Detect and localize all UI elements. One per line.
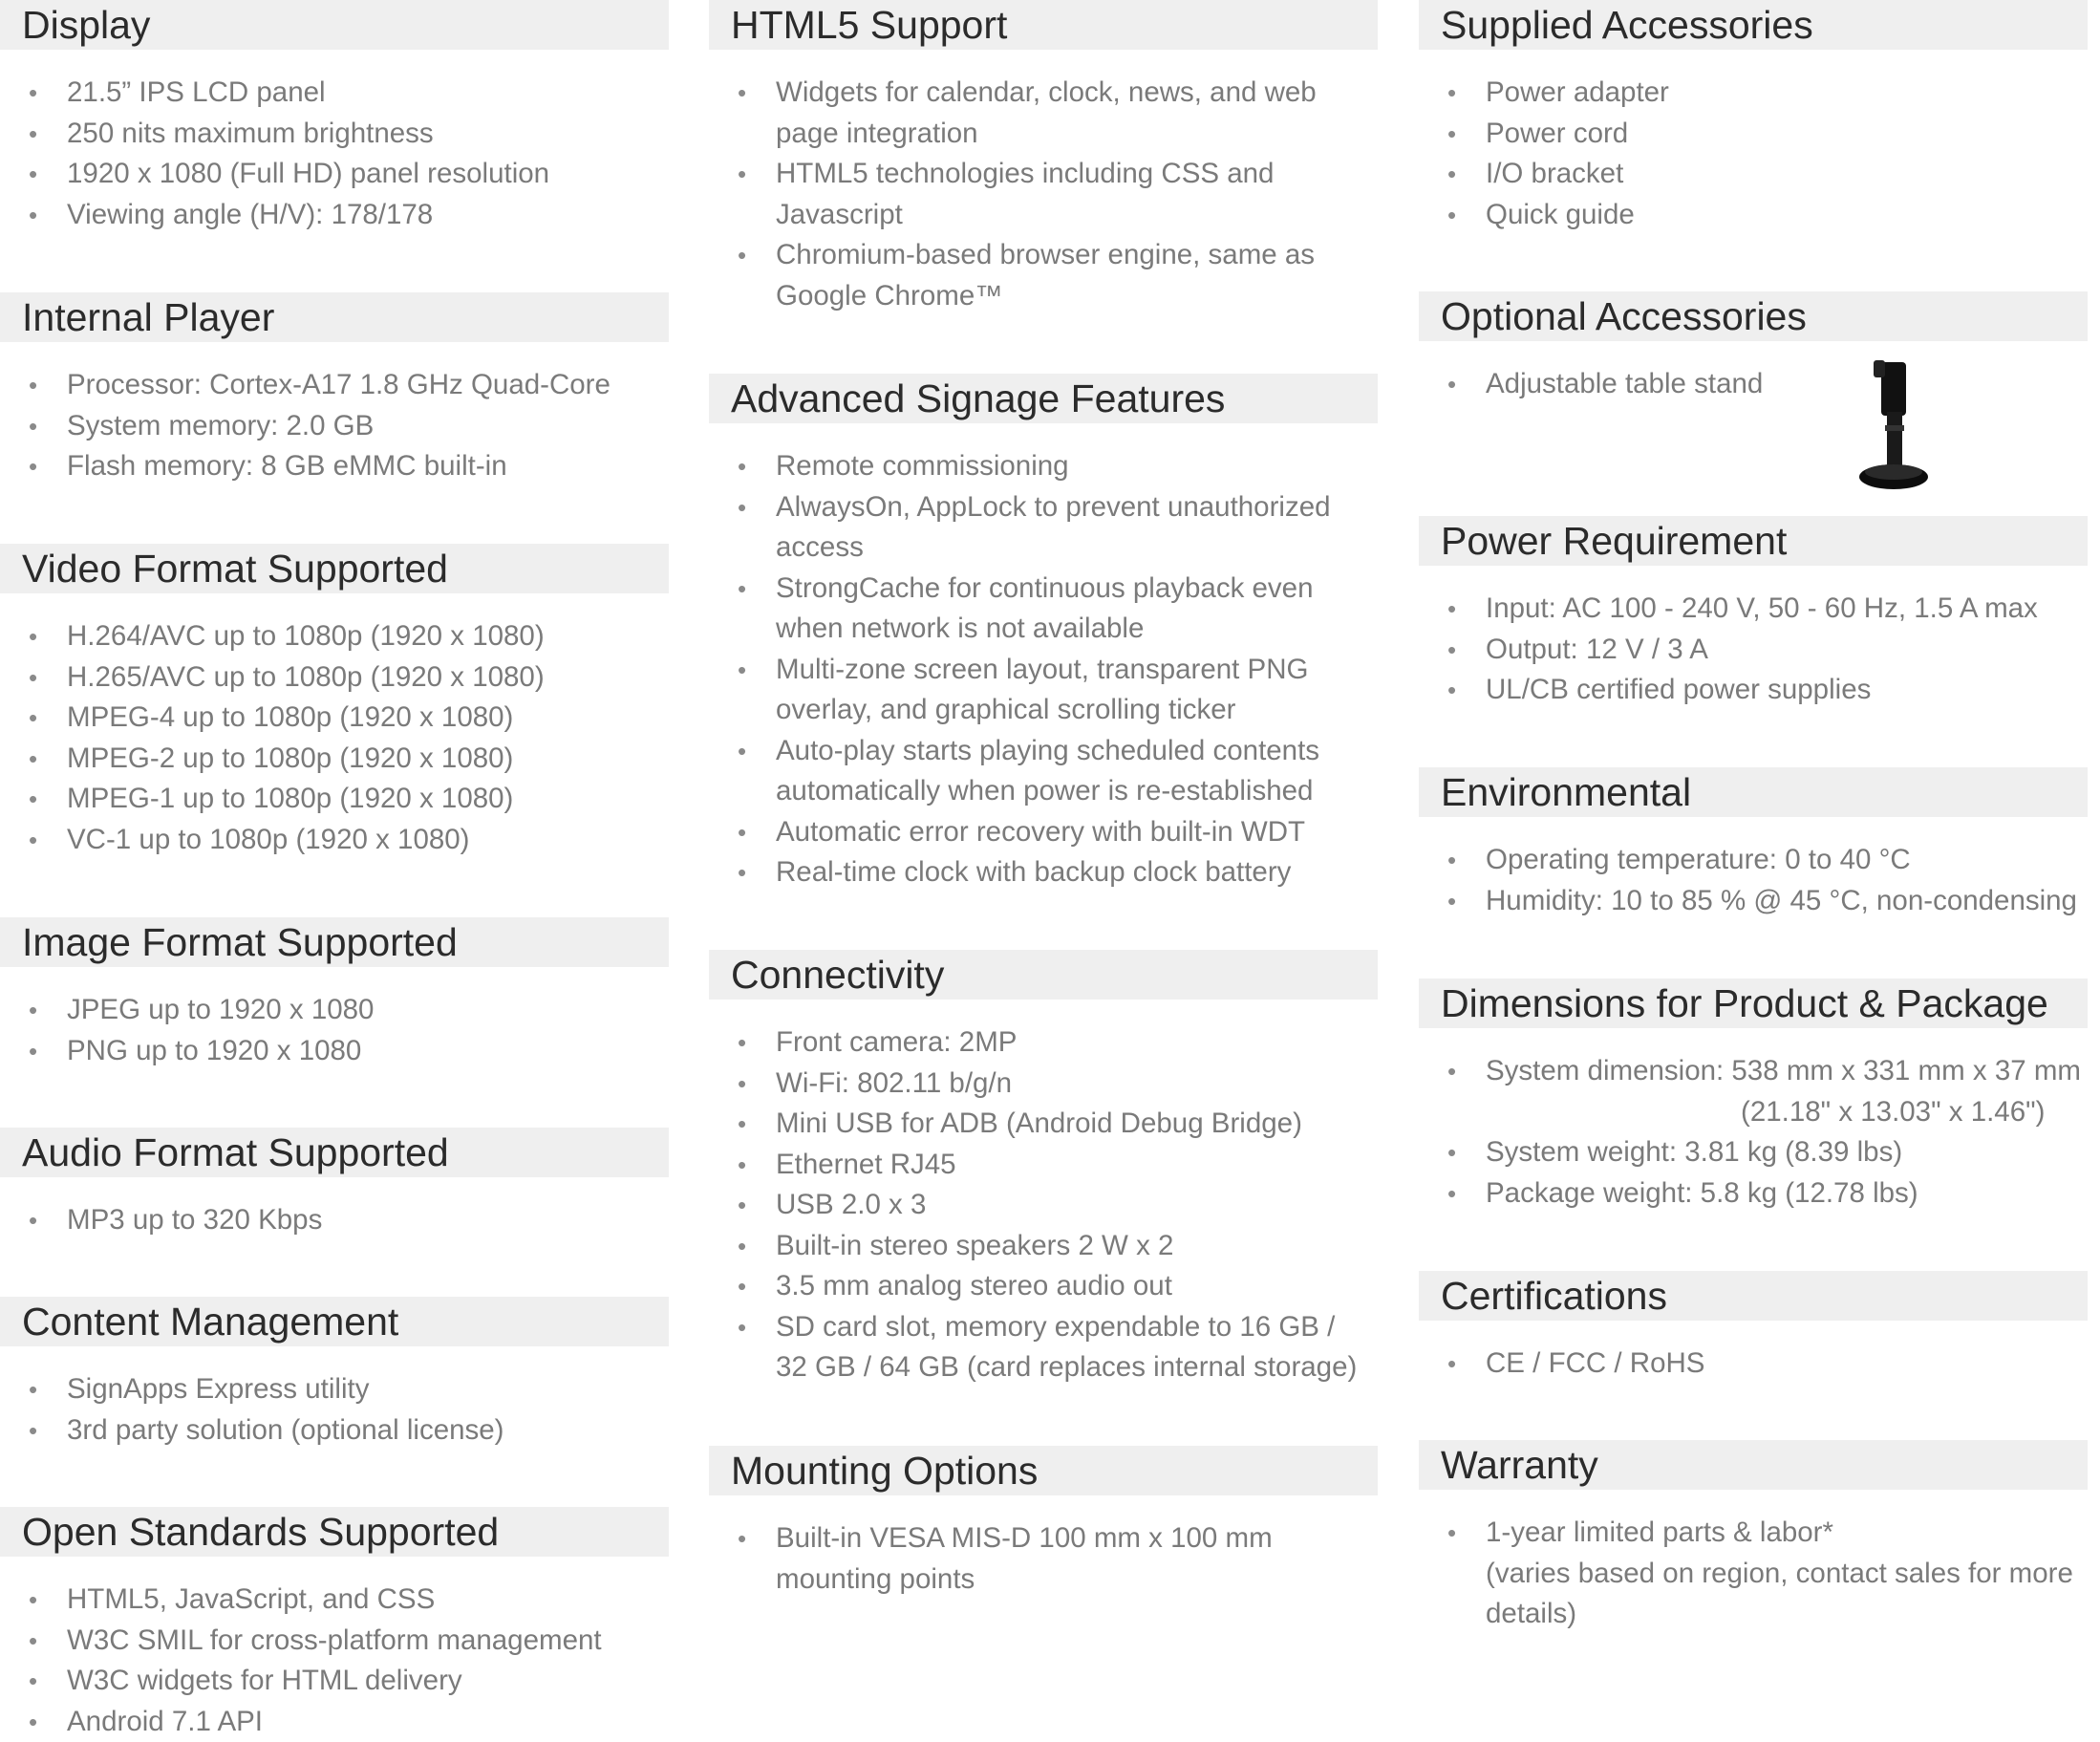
section-title: Certifications [1419,1271,2088,1321]
section-title: Content Management [0,1297,669,1346]
spec-item-line: overlay, and graphical scrolling ticker [776,694,1236,725]
section-title: Display [0,0,669,50]
spec-item [709,154,1397,235]
spec-item: • JPEG up to 1920 x 1080 [0,990,688,1031]
spec-item [709,1022,1397,1064]
spec-item [709,1064,1397,1105]
spec-item-line: • 3.5 mm analog stereo audio out [776,1270,1172,1301]
spec-list [1419,73,2100,235]
spec-item: • MPEG-2 up to 1080p (1920 x 1080) [0,739,688,780]
spec-item-line: • Multi-zone screen layout, transparent PNG [776,653,1309,685]
spec-item [709,1266,1397,1307]
section-title: Environmental [1419,767,2088,817]
spec-item-line: • System weight: 3.81 kg (8.39 lbs) [1486,1136,1903,1168]
spec-item-line: • Real-time clock with backup clock battery [776,856,1292,888]
section-internal-player [0,292,669,482]
section-title: Power Requirement [1419,516,2088,566]
spec-item: • Power adapter [1419,73,2100,114]
spec-item-line: • Mini USB for ADB (Android Debug Bridge) [776,1108,1302,1139]
spec-item [709,1226,1397,1267]
spec-item-line: • StrongCache for continuous playback even [776,571,1314,604]
spec-item: • Operating temperature: 0 to 40 °C [1419,840,2100,881]
section-video-format [0,544,669,855]
spec-list [0,365,688,487]
spec-item-line: • HTML5 technologies including CSS and [776,158,1275,189]
section-title: Audio Format Supported [0,1128,669,1177]
spec-list [1419,589,2100,711]
section-image-format [0,917,669,1066]
spec-item-line: Javascript [776,198,903,230]
spec-item: • Android 7.1 API [0,1702,688,1742]
section-connectivity [709,950,1378,1383]
section-title: HTML5 Support [709,0,1378,50]
spec-item: • 250 nits maximum brightness [0,114,688,155]
spec-item-line: • Widgets for calendar, clock, news, and web [776,76,1317,108]
spec-item-line: • 1-year limited parts & labor* [1486,1516,1833,1548]
spec-item: • H.264/AVC up to 1080p (1920 x 1080) [0,616,688,657]
spec-item [1419,1513,2100,1635]
spec-list [1419,1344,2100,1385]
table-stand-icon [1849,358,1935,497]
spec-item-line: • Built-in VESA MIS-D 100 mm x 100 mm [776,1522,1273,1554]
spec-item [709,731,1397,812]
spec-item-line: automatically when power is re-established [776,775,1314,806]
spec-list [1419,364,2100,405]
section-audio-format [0,1128,669,1236]
spec-item: • Flash memory: 8 GB eMMC built-in [0,446,688,487]
section-optional-accessories [1419,291,2088,399]
spec-item: • MPEG-4 up to 1080p (1920 x 1080) [0,698,688,739]
spec-item: • PNG up to 1920 x 1080 [0,1031,688,1072]
spec-item: • Input: AC 100 - 240 V, 50 - 60 Hz, 1.5 A max [1419,589,2100,630]
section-mounting [709,1446,1378,1595]
spec-item-line: (21.18" x 13.03" x 1.46") [1741,1095,2046,1128]
spec-item: • 1920 x 1080 (Full HD) panel resolution [0,154,688,195]
spec-item-line: • Auto-play starts playing scheduled contents [776,734,1320,766]
spec-item [709,1185,1397,1226]
spec-item-line: • Remote commissioning [776,450,1069,482]
spec-item-line: • Wi-Fi: 802.11 b/g/n [776,1066,1013,1099]
spec-item: • VC-1 up to 1080p (1920 x 1080) [0,820,688,861]
spec-item-line: • Built-in stereo speakers 2 W x 2 [776,1229,1174,1261]
spec-item: • HTML5, JavaScript, and CSS [0,1580,688,1621]
section-title: Video Format Supported [0,544,669,593]
spec-item: • I/O bracket [1419,154,2100,195]
spec-item [709,812,1397,853]
spec-item-line: page integration [776,117,978,149]
spec-item-line: • USB 2.0 x 3 [776,1189,927,1220]
section-title: Advanced Signage Features [709,374,1378,423]
spec-item: • Humidity: 10 to 85 % @ 45 °C, non-condensing [1419,881,2100,922]
section-title: Dimensions for Product & Package [1419,979,2088,1028]
spec-item: • 21.5” IPS LCD panel [0,73,688,114]
spec-item [709,1518,1397,1600]
spec-item [709,1145,1397,1186]
section-display [0,0,669,230]
spec-item [1419,1051,2100,1132]
spec-item: • Quick guide [1419,195,2100,236]
spec-item: • H.265/AVC up to 1080p (1920 x 1080) [0,657,688,699]
spec-item-line: • System dimension: 538 mm x 331 mm x 37 mm [1486,1055,2081,1086]
spec-list [1419,1513,2100,1635]
section-power [1419,516,2088,705]
spec-item-line: • Ethernet RJ45 [776,1148,956,1180]
spec-list [709,446,1397,893]
spec-list [0,1369,688,1451]
section-title: Mounting Options [709,1446,1378,1495]
section-supplied-accessories [1419,0,2088,230]
section-title: Open Standards Supported [0,1507,669,1557]
spec-item: • Processor: Cortex-A17 1.8 GHz Quad-Core [0,365,688,406]
spec-list [709,1518,1397,1600]
spec-item: • UL/CB certified power supplies [1419,670,2100,711]
spec-item: • Viewing angle (H/V): 178/178 [0,195,688,236]
section-title: Connectivity [709,950,1378,1000]
spec-item [709,487,1397,569]
spec-item: • Output: 12 V / 3 A [1419,630,2100,671]
section-title: Supplied Accessories [1419,0,2088,50]
spec-item [709,852,1397,893]
spec-item [709,650,1397,731]
section-title: Optional Accessories [1419,291,2088,341]
spec-list [1419,1051,2100,1214]
spec-item [709,446,1397,487]
spec-item: • MPEG-1 up to 1080p (1920 x 1080) [0,779,688,820]
spec-item: • Power cord [1419,114,2100,155]
section-dimensions [1419,979,2088,1209]
section-title: Image Format Supported [0,917,669,967]
spec-item-line: mounting points [776,1562,975,1595]
spec-item-line: when network is not available [776,613,1145,644]
section-certifications [1419,1271,2088,1379]
spec-item-line: • Chromium-based browser engine, same as [776,239,1316,270]
spec-item [709,569,1397,650]
spec-item: • W3C SMIL for cross-platform management [0,1621,688,1662]
spec-item-line: 32 GB / 64 GB (card replaces internal storage) [776,1351,1358,1383]
section-content-management [0,1297,669,1446]
section-environmental [1419,767,2088,916]
section-title: Warranty [1419,1440,2088,1490]
spec-list [709,1022,1397,1388]
spec-item: • CE / FCC / RoHS [1419,1344,2100,1385]
spec-list [709,73,1397,316]
spec-item [709,1104,1397,1145]
spec-list [0,990,688,1071]
spec-item-line: • Front camera: 2MP [776,1026,1018,1058]
section-warranty [1419,1440,2088,1629]
spec-item-line: details) [1486,1598,1577,1629]
spec-item: • System memory: 2.0 GB [0,406,688,447]
spec-item: • 3rd party solution (optional license) [0,1410,688,1452]
spec-list [0,616,688,860]
section-title: Internal Player [0,292,669,342]
spec-item: • MP3 up to 320 Kbps [0,1200,688,1241]
spec-list [0,1580,688,1742]
spec-list [0,1200,688,1241]
spec-item-line: • SD card slot, memory expendable to 16 GB / [776,1310,1336,1343]
spec-item-line: • AlwaysOn, AppLock to prevent unauthorized [776,490,1331,523]
spec-item: • SignApps Express utility [0,1369,688,1410]
spec-item-line: (varies based on region, contact sales for more [1486,1557,2073,1589]
section-html5-support [709,0,1378,312]
spec-item [1419,1173,2100,1215]
spec-item: • W3C widgets for HTML delivery [0,1661,688,1702]
section-open-standards [0,1507,669,1737]
spec-item-line: access [776,531,864,563]
spec-list [1419,840,2100,921]
spec-item [709,1307,1397,1388]
section-advanced-signage [709,374,1378,888]
spec-item [709,73,1397,154]
spec-item-line: Google Chrome™ [776,279,1003,312]
spec-item [709,235,1397,316]
spec-item: • Adjustable table stand [1419,364,2100,405]
spec-item [1419,1132,2100,1173]
spec-item-line: • Package weight: 5.8 kg (12.78 lbs) [1486,1176,1918,1209]
spec-list [0,73,688,235]
spec-item-line: • Automatic error recovery with built-in WDT [776,815,1306,848]
